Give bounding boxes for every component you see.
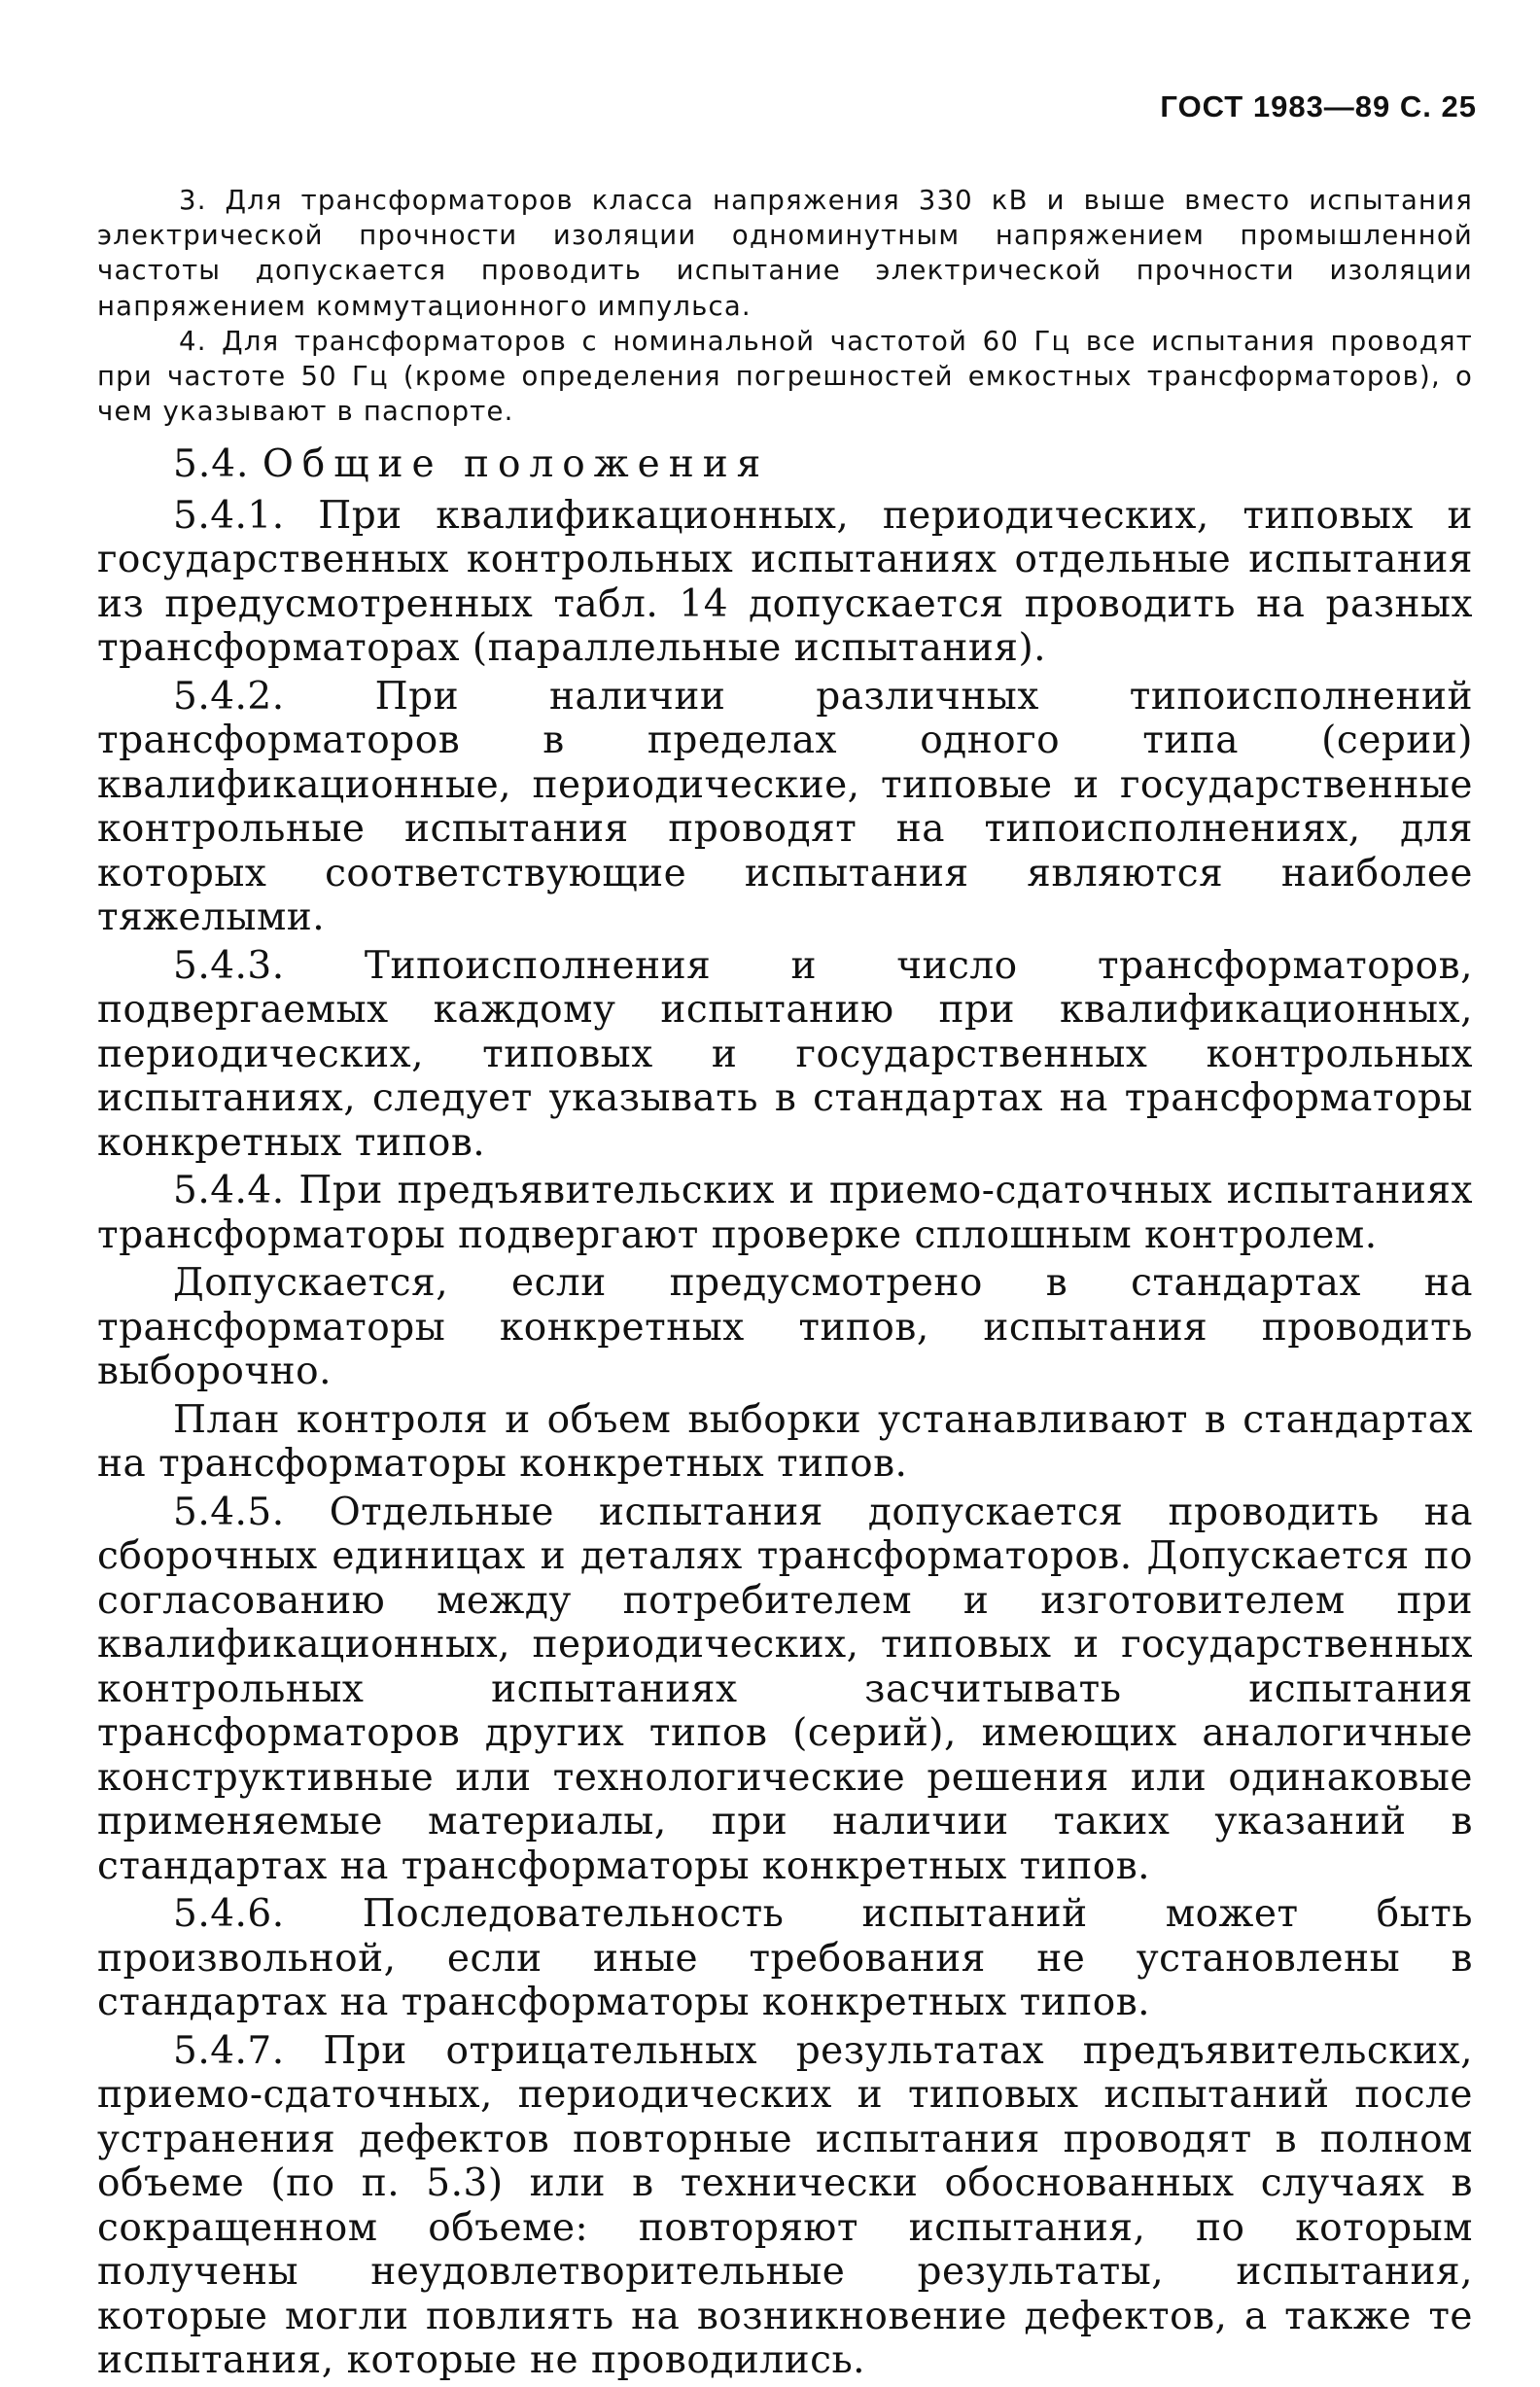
note-3: 3. Для трансформаторов класса напряжения 330 кВ и выше вместо испытания электрической прочности изоляции одноминутным напряжением промышленной частоты допускается проводить испытание электрической прочности изоляции напряжением коммутационного импульса. [97,185,1473,322]
paragraph-5-4-1: 5.4.1. При квалификационных, периодических, типовых и государственных контрольных испытаниях отдельные испытания из предусмотренных табл. 14 допускается проводить на разных трансформаторах (параллельные испытания). [97,493,1473,670]
paragraph-5-4-3: 5.4.3. Типоисполнения и число трансформаторов, подвергаемых каждому испытанию при квалификационных, периодических, типовых и государственных контрольных испытаниях, следует указывать в стандартах на трансформаторы конкретных типов. [97,943,1473,1165]
paragraph-5-4-4: 5.4.4. При предъявительских и приемо-сдаточных испытаниях трансформаторы подвергают проверке сплошным контролем. [97,1169,1473,1257]
note-4: 4. Для трансформаторов с номинальной частотой 60 Гц все испытания проводят при частоте 50 Гц (кроме определения погрешностей емкостных трансформаторов), о чем указывают в паспорте. [97,325,1473,428]
section-title [97,442,1473,487]
paragraph-5-4-5: 5.4.5. Отдельные испытания допускается проводить на сборочных единицах и деталях трансформаторов. Допускается по согласованию между потребителем и изготовителем при квалификационных, периодических, типовых и государственных контрольных испытаниях засчитывать испытания трансформаторов других типов (серий), имеющих аналогичные конструктивные или технологические решения или одинаковые применяемые материалы, при наличии таких указаний в стандартах на трансформаторы конкретных типов. [97,1490,1473,1888]
paragraph-5-4-6: 5.4.6. Последовательность испытаний может быть произвольной, если иные требования не установлены в стандартах на трансформаторы конкретных типов. [97,1892,1473,2024]
section-5-4 [97,442,1473,2387]
paragraph-5-4-4-plan: План контроля и объем выборки устанавливают в стандартах на трансформаторы конкретных типов. [97,1397,1473,1486]
paragraph-5-4-7: 5.4.7. При отрицательных результатах предъявительских, приемо-сдаточных, периодических и типовых испытаний после устранения дефектов повторные испытания проводят в полном объеме (по п. 5.3) или в технически обоснованных случаях в сокращенном объеме: повторяют испытания, по которым получены неудовлетворительные результаты, испытания, которые могли повлиять на возникновение дефектов, а также те испытания, которые не проводились. [97,2028,1473,2382]
page-header: ГОСТ 1983—89 С. 25 [1160,89,1477,123]
section-title-text: Общие положения [262,442,770,486]
section-number: 5.4. [173,442,250,486]
paragraph-5-4-2: 5.4.2. При наличии различных типоисполнений трансформаторов в пределах одного типа (серии) квалификационные, периодические, типовые и государственные контрольные испытания проводят на типоисполнениях, для которых соответствующие испытания являются наиболее тяжелыми. [97,674,1473,939]
notes-block [97,183,1473,429]
paragraph-5-4-4-sample: Допускается, если предусмотрено в стандартах на трансформаторы конкретных типов, испытания проводить выборочно. [97,1261,1473,1393]
